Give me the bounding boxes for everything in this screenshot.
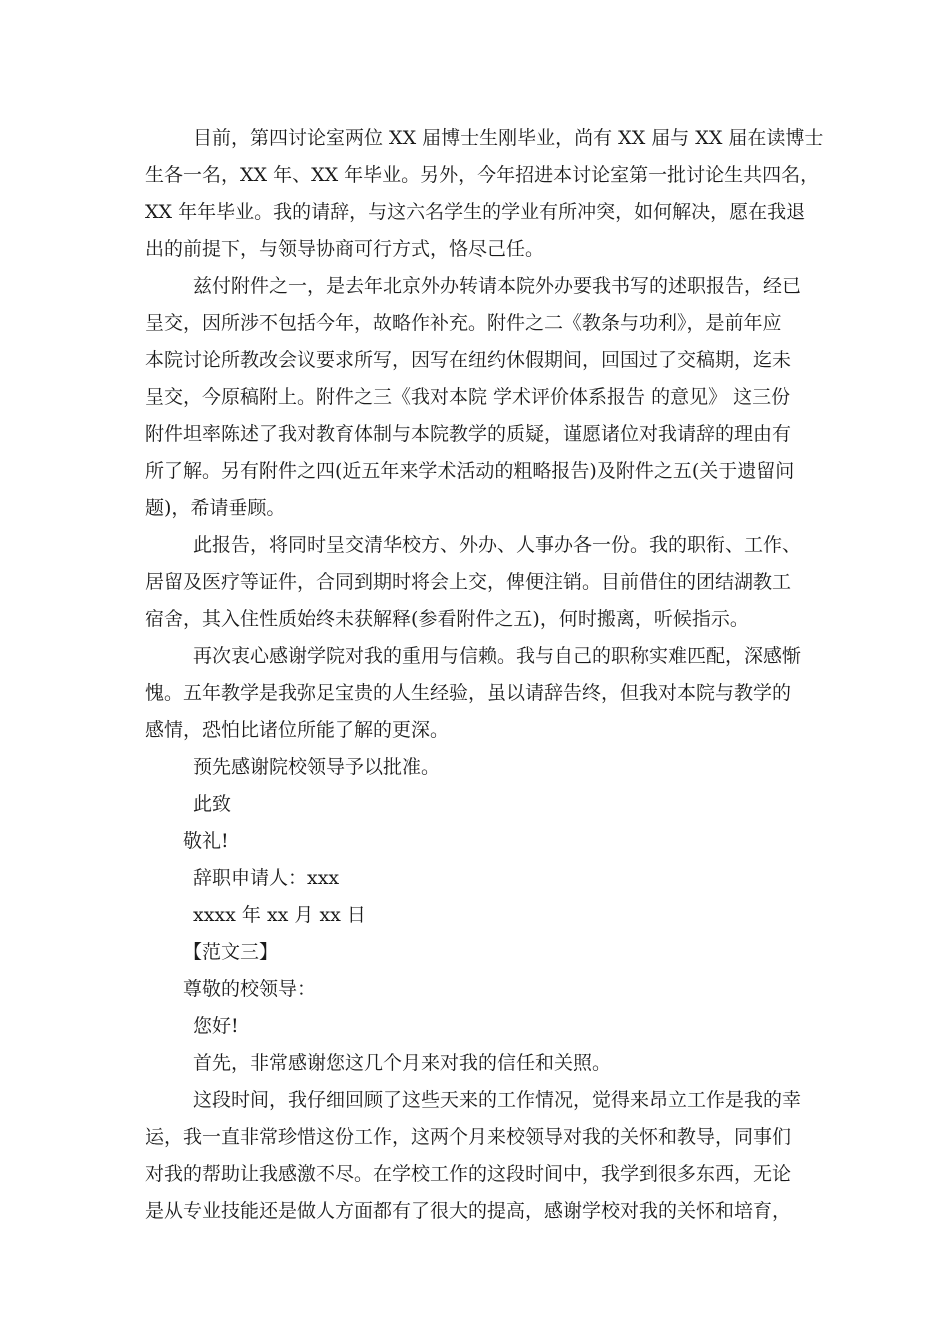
text-line: 愧。五年教学是我弥足宝贵的人生经验，虽以请辞告终，但我对本院与教学的 <box>145 682 792 704</box>
text-line: 目前，第四讨论室两位 XX 届博士生刚毕业，尚有 XX 届与 XX 届在读博士 <box>193 127 824 149</box>
section-title: 【范文三】 <box>183 941 279 963</box>
text-line: 是从专业技能还是做人方面都有了很大的提高，感谢学校对我的关怀和培育， <box>145 1200 792 1222</box>
closing-zhizhi: 此致 <box>193 793 232 815</box>
letter-first-line: 首先，非常感谢您这几个月来对我的信任和关照。 <box>193 1052 612 1074</box>
text-line: 宿舍，其入住性质始终未获解释(参看附件之五)，何时搬离，听候指示。 <box>145 608 749 630</box>
text-line: 居留及医疗等证件，合同到期时将会上交，俾便注销。目前借住的团结湖教工 <box>145 571 792 593</box>
closing-thanks: 预先感谢院校领导予以批准。 <box>193 756 441 778</box>
paragraph-graduates <box>145 120 824 268</box>
signature-date: xxxx 年 xx 月 xx 日 <box>193 904 366 926</box>
text-line: 题)，希请垂顾。 <box>145 497 286 519</box>
paragraph-report-copies <box>145 527 815 638</box>
text-line: 此报告，将同时呈交清华校方、外办、人事办各一份。我的职衔、工作、 <box>193 534 802 556</box>
closing-block <box>145 749 815 1082</box>
text-line: 生各一名，XX 年、XX 年毕业。另外，今年招进本讨论室第一批讨论生共四名， <box>145 164 820 186</box>
text-line: 呈交，今原稿附上。附件之三《我对本院 学术评价体系报告 的意见》 这三份 <box>145 386 791 408</box>
text-line: 附件坦率陈述了我对教育体制与本院教学的质疑，谨愿诸位对我请辞的理由有 <box>145 423 792 445</box>
paragraph-attachments <box>145 268 815 527</box>
text-line: 所了解。另有附件之四(近五年来学术活动的粗略报告)及附件之五(关于遗留问 <box>145 460 795 482</box>
paragraph-letter3-body <box>145 1082 815 1230</box>
text-line: 呈交，因所涉不包括今年，故略作补充。附件之二《教条与功利》，是前年应 <box>145 312 782 334</box>
text-line: 兹付附件之一，是去年北京外办转请本院外办要我书写的述职报告，经已 <box>193 275 802 297</box>
text-line: 出的前提下，与领导协商可行方式，恪尽己任。 <box>145 238 545 260</box>
closing-jingli: 敬礼! <box>183 830 229 852</box>
paragraph-gratitude <box>145 638 815 749</box>
letter-greeting: 您好! <box>193 1015 239 1037</box>
text-line: 再次衷心感谢学院对我的重用与信赖。我与自己的职称实难匹配，深感惭 <box>193 645 802 667</box>
text-line: 对我的帮助让我感激不尽。在学校工作的这段时间中，我学到很多东西，无论 <box>145 1163 792 1185</box>
text-line: 这段时间，我仔细回顾了这些天来的工作情况，觉得来昂立工作是我的幸 <box>193 1089 802 1111</box>
text-line: XX 年年毕业。我的请辞，与这六名学生的学业有所冲突，如何解决，愿在我退 <box>145 201 806 223</box>
document-body <box>145 120 824 1230</box>
letter-salutation: 尊敬的校领导： <box>183 978 317 1000</box>
signature-applicant: 辞职申请人：xxx <box>193 867 340 889</box>
text-line: 运，我一直非常珍惜这份工作，这两个月来校领导对我的关怀和教导，同事们 <box>145 1126 792 1148</box>
text-line: 本院讨论所教改会议要求所写，因写在纽约休假期间，回国过了交稿期，迄未 <box>145 349 792 371</box>
text-line: 感情，恐怕比诸位所能了解的更深。 <box>145 719 450 741</box>
